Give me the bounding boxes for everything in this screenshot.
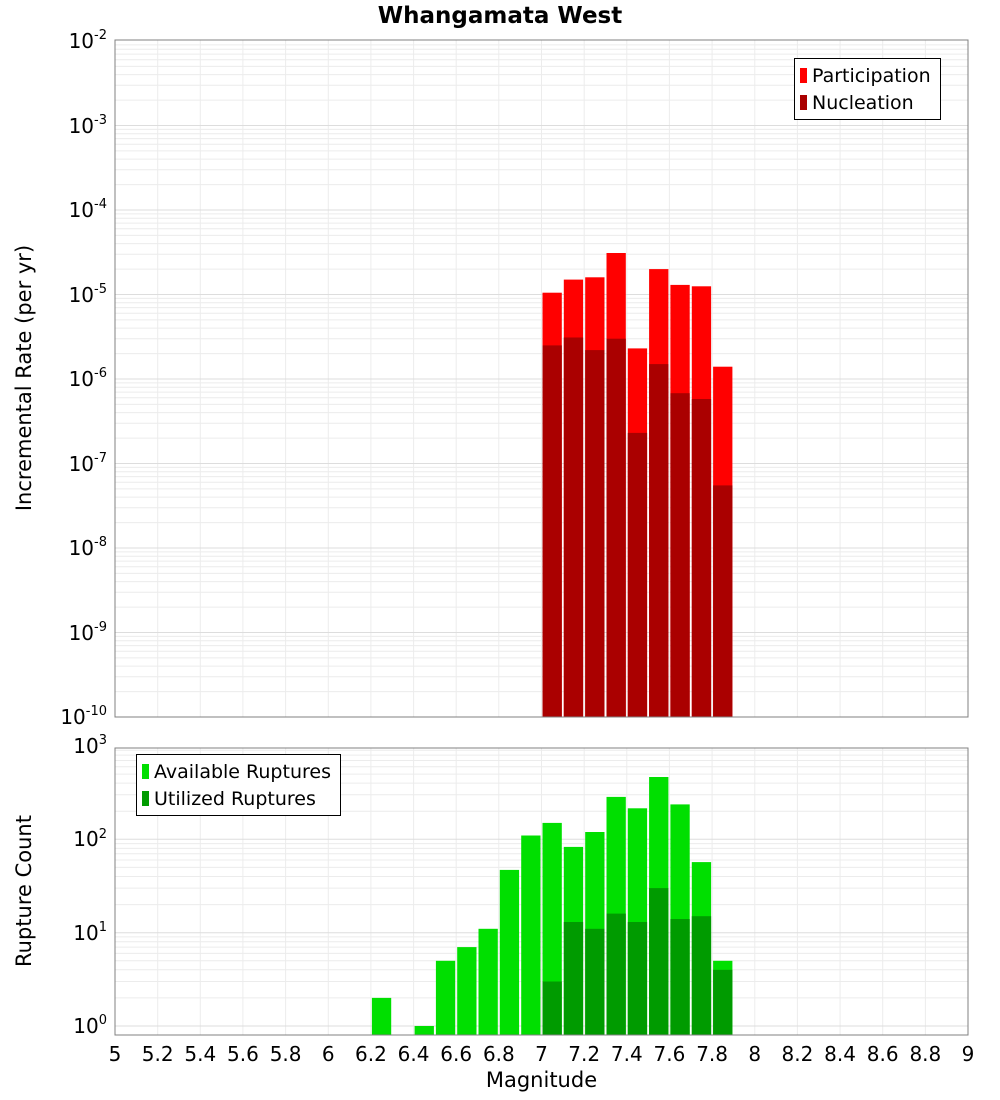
utilized-ruptures-swatch-icon <box>142 791 149 806</box>
legend-item-participation <box>800 62 931 89</box>
bar-available-ruptures-m6.7 <box>479 929 498 1035</box>
x-tick-label: 8.4 <box>824 1042 856 1066</box>
bar-utilized-ruptures-m7.6 <box>670 919 689 1035</box>
bottom-chart-y-axis-label: Rupture Count <box>12 815 36 967</box>
bar-utilized-ruptures-m7 <box>543 982 562 1036</box>
participation-swatch-icon <box>800 68 807 83</box>
bar-available-ruptures-m6.4 <box>415 1026 434 1035</box>
bar-available-ruptures-m6.5 <box>436 961 455 1035</box>
y-tick-label: $10^{-2}$ <box>68 28 107 53</box>
nucleation-swatch-icon <box>800 95 807 110</box>
legend-label-participation: Participation <box>812 64 931 87</box>
x-tick-label: 6.8 <box>482 1042 515 1066</box>
x-tick-label: 5.4 <box>184 1042 217 1066</box>
y-tick-label: $10^1$ <box>73 920 107 945</box>
bar-nucleation-m7.1 <box>564 338 583 718</box>
bar-utilized-ruptures-m7.2 <box>585 929 604 1035</box>
y-tick-label: $10^{-3}$ <box>68 112 107 138</box>
bar-utilized-ruptures-m7.7 <box>692 916 711 1035</box>
y-tick-label: $10^3$ <box>73 733 107 758</box>
x-tick-label: 7.2 <box>568 1042 601 1066</box>
chart-title: Whangamata West <box>377 3 623 29</box>
bar-utilized-ruptures-m7.4 <box>628 922 647 1035</box>
bar-nucleation-m7.3 <box>607 339 626 717</box>
bar-available-ruptures-m6.2 <box>372 998 391 1035</box>
bar-nucleation-m7.4 <box>628 433 647 717</box>
bar-utilized-ruptures-m7.5 <box>649 888 668 1035</box>
legend-label-available-ruptures: Available Ruptures <box>154 760 331 783</box>
x-tick-label: 6.2 <box>354 1042 387 1066</box>
bar-nucleation-m7.2 <box>585 350 604 717</box>
y-tick-label: $10^{-10}$ <box>60 704 107 729</box>
bar-utilized-ruptures-m7.3 <box>607 914 626 1035</box>
y-tick-label: $10^{-9}$ <box>68 619 107 645</box>
y-tick-label: $10^{-7}$ <box>68 450 107 476</box>
x-tick-label: 5.8 <box>269 1042 302 1066</box>
x-tick-label: 8 <box>748 1042 762 1066</box>
available-ruptures-swatch-icon <box>142 764 149 779</box>
legend-label-utilized-ruptures: Utilized Ruptures <box>154 787 316 810</box>
bar-nucleation-m7.7 <box>692 399 711 717</box>
y-tick-label: $10^{-4}$ <box>68 197 107 222</box>
x-tick-label: 5.2 <box>141 1042 174 1066</box>
x-tick-label: 6 <box>321 1042 335 1066</box>
x-tick-label: 9 <box>961 1042 975 1066</box>
legend-item-nucleation <box>800 89 931 116</box>
x-tick-label: 5.6 <box>227 1042 259 1066</box>
x-tick-label: 8.2 <box>781 1042 814 1066</box>
x-tick-label: 6.6 <box>440 1042 473 1066</box>
y-tick-label: $10^0$ <box>73 1013 107 1038</box>
top-chart-y-axis-label: Incremental Rate (per yr) <box>12 244 36 512</box>
x-tick-label: 6.4 <box>397 1042 430 1066</box>
y-tick-label: $10^{-6}$ <box>68 366 107 391</box>
x-tick-label: 5 <box>108 1042 122 1066</box>
x-tick-label: 7.6 <box>653 1042 686 1066</box>
bar-available-ruptures-m6.6 <box>457 947 476 1035</box>
x-tick-label: 7.8 <box>696 1042 728 1066</box>
y-tick-label: $10^{-5}$ <box>68 281 107 307</box>
y-tick-label: $10^2$ <box>73 826 107 852</box>
bar-nucleation-m7.6 <box>670 393 689 717</box>
x-tick-label: 7.4 <box>610 1042 643 1066</box>
y-tick-label: $10^{-8}$ <box>68 535 107 560</box>
bar-available-ruptures-m6.8 <box>500 870 519 1035</box>
bar-nucleation-m7.8 <box>713 485 732 717</box>
x-tick-label: 8.6 <box>866 1042 899 1066</box>
legend-item-available-ruptures <box>142 758 331 785</box>
legend-item-utilized-ruptures <box>142 785 331 812</box>
top-chart-legend <box>794 58 941 120</box>
x-tick-label: 8.8 <box>909 1042 942 1066</box>
bar-nucleation-m7 <box>543 345 562 717</box>
legend-label-nucleation: Nucleation <box>812 91 914 114</box>
bar-available-ruptures-m6.9 <box>521 836 540 1036</box>
bar-utilized-ruptures-m7.1 <box>564 922 583 1035</box>
bar-utilized-ruptures-m7.8 <box>713 970 732 1035</box>
x-axis-label: Magnitude <box>485 1068 598 1092</box>
bar-nucleation-m7.5 <box>649 364 668 717</box>
x-tick-label: 7 <box>535 1042 548 1066</box>
bottom-chart-legend <box>136 754 341 816</box>
